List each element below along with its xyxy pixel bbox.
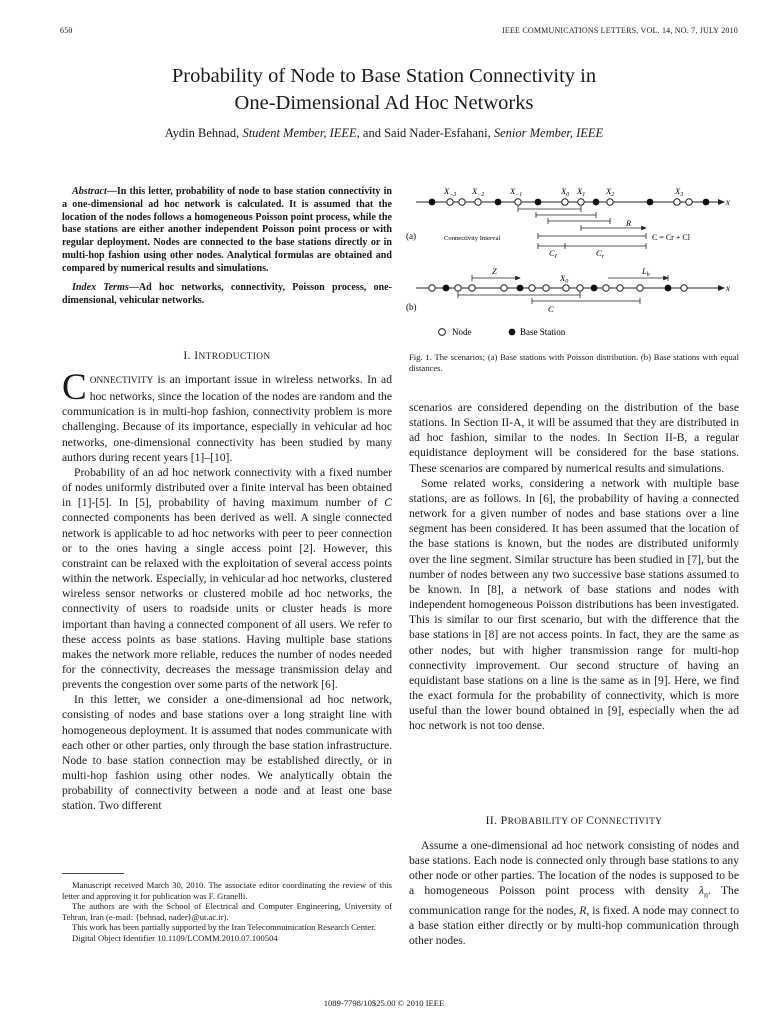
- section-1-rest: NTRODUCTION: [198, 352, 271, 362]
- legend-base-station-label: Base Station: [520, 327, 566, 337]
- s2-text-c: , is fixed. A node may connect to a base station either directly or by multi-hop communication through other nodes.: [409, 903, 739, 948]
- intro-p2b: connected components has been derived as well. A single connected network is applicable to ad hoc networks with peer to peer connection or to the ones having a single access point [2]. However, this constraint can be relaxed with the exploitation of several access points within the network. Especially, in vehicular ad hoc networks, clustered wireless sensor networks or clustered mobile ad hoc networks, the connectivity of users to roadside units or cluster heads is more important than having a connected component of all users. We refer to these access points as base stations. Having multiple base stations makes the network more reliable, reduces the number of nodes needed for the connectivity, decreases the message transmission delay and prevents the congestion over some parts of the network [6].: [62, 511, 392, 692]
- journal-header: IEEE COMMUNICATIONS LETTERS, VOL. 14, NO. 7, JULY 2010: [502, 26, 738, 35]
- right-paragraph-1: scenarios are considered depending on the distribution of the base stations. In Section II-A, it will be assumed that they are distributed in ad hoc fashion, similar to the nodes. In Section II-B, a regular equidistance deployment will be considered for the base stations. These scenarios are compared by numerical results and simulations.: [409, 401, 739, 475]
- figure-label-b: (b): [406, 302, 417, 312]
- figure-caption: Fig. 1. The scenarios; (a) Base stations with Poisson distribution. (b) Base stations with equal distances.: [409, 352, 739, 373]
- figure-1-diagram: [406, 184, 746, 344]
- section-2-rest-1: ROBABILITY OF: [507, 817, 587, 827]
- label-Z: Z: [492, 266, 497, 276]
- intro-paragraph-1: [62, 367, 392, 465]
- author-1-role: Student Member, IEEE,: [242, 126, 360, 140]
- s2-lambda-sub: n: [704, 890, 709, 900]
- abstract: [62, 186, 392, 275]
- label-x-3: $X_{-3}$: [444, 186, 457, 198]
- introduction-body: [62, 367, 392, 814]
- index-terms: [62, 282, 392, 308]
- label-x3: $X_3$: [675, 186, 684, 198]
- footnotes: [62, 880, 392, 944]
- abstract-text: —In this letter, probability of node to base station connectivity in a one-dimensional ad hoc network is calculated. It is assumed that the location of the nodes follows a homogeneous Poisson point process, while the base stations are either another independent Poisson point process or with regular deployment. Nodes are connected to the base stations directly or in multi-hop fashion using other nodes. Analytical formulas are obtained and compared by numerical results and simulations.: [62, 186, 392, 274]
- legend-base-station-icon: [509, 329, 516, 336]
- intro-paragraph-3: In this letter, we consider a one-dimensional ad hoc network, consisting of nodes and base stations over a long straight line with homogeneous deployment. It is assumed that nodes communicate with each other or other parties, only through the base station infrastructure. Node to base station connection may be established directly, or in multi-hop fashion using other nodes. We analytically obtain the probability of connectivity between a node and at least one base station. Two different: [62, 693, 392, 813]
- intro-var-c: C: [384, 496, 392, 510]
- author-line: [0, 126, 768, 141]
- label-x0: $X_0$: [561, 186, 570, 198]
- x-axis-label-b: x: [726, 283, 730, 293]
- figure-label-a: (a): [406, 231, 416, 241]
- paper-title: [0, 63, 768, 117]
- footnote-doi: Digital Object Identifier 10.1109/LCOMM.2010.07.100504: [72, 932, 278, 943]
- x-axis-label-a: x: [726, 197, 730, 207]
- author-2: Said Nader-Esfahani,: [384, 126, 491, 140]
- copyright-line: 1089-7798/10$25.00 © 2010 IEEE: [323, 998, 445, 1008]
- section-2-cap-p: P: [500, 814, 508, 827]
- s2-text-a: Assume a one-dimensional ad hoc network consisting of nodes and base stations. Each node is connected only through base stations to any other node or other parties. The location of the nodes is supposed to be a homogeneous Poisson point process with density: [409, 839, 739, 898]
- footnote-affiliation: The authors are with the School of Electrical and Computer Engineering, University of Tehran, Iran (e-mail: {behnad, nader}@ut.ac.ir).: [62, 901, 392, 922]
- label-L-b: $L_b$: [642, 266, 650, 278]
- equation-c: C = Cr + Cl: [652, 233, 690, 242]
- label-C-b: C: [548, 304, 554, 314]
- label-x-2: $X_{-2}$: [472, 186, 485, 198]
- section-1-heading: [62, 349, 392, 362]
- abstract-label: Abstract: [72, 186, 107, 197]
- intro-caps: ONNECTIVITY: [89, 376, 154, 386]
- s2-var-r: R: [579, 903, 587, 917]
- index-terms-label: Index Terms: [72, 282, 129, 294]
- index-terms-text: —Ad hoc networks, connectivity, Poisson process, one-dimensional, vehicular networks.: [62, 282, 392, 306]
- intro-paragraph-2: [62, 465, 392, 692]
- section-2-body: [409, 838, 739, 948]
- intro-p1-text: is an important issue in wireless networks. In ad hoc networks, since the location of the nodes are random and the communication is in multi-hop fashion, connectivity problem is more challenging. Because of its importance, especially in vehicular ad hoc networks, one-dimensional connectivity has been studied by many authors during recent years [1]–[10].: [62, 373, 392, 464]
- label-x1: $X_1$: [577, 186, 586, 198]
- label-x-1: $X_{-1}$: [510, 186, 523, 198]
- footnote-manuscript: Manuscript received March 30, 2010. The associate editor coordinating the review of this letter and approving it for publication was F. Granelli.: [62, 880, 392, 901]
- author-1: Aydin Behnad,: [164, 126, 240, 140]
- author-and: and: [362, 126, 381, 140]
- drop-cap: C: [62, 367, 87, 408]
- section-2-heading: [409, 814, 739, 827]
- section-2-rest-2: ONNECTIVITY: [594, 817, 663, 827]
- label-R: R: [626, 218, 632, 228]
- label-x2: $X_2$: [606, 186, 615, 198]
- section-1-cap: I: [194, 349, 199, 362]
- label-c-r: $C_r$: [596, 248, 605, 260]
- abstract-block: [62, 186, 392, 315]
- section-2-numeral: II.: [485, 814, 501, 827]
- section-2-paragraph-1: [409, 838, 739, 948]
- footnote-rule: [62, 873, 124, 874]
- s2-lambda: λ: [699, 884, 705, 898]
- title-line-2: One-Dimensional Ad Hoc Networks: [234, 92, 534, 114]
- footnote-support: This work has been partially supported by the Iran Telecommunication Research Center.: [72, 922, 376, 933]
- page-number: 650: [60, 26, 73, 35]
- section-1-numeral: I.: [183, 349, 195, 362]
- legend-node-label: Node: [452, 327, 472, 337]
- intro-p2a: Probability of an ad hoc network connectivity with a fixed number of nodes uniformly distributed over a finite interval has been obtained in [1]-[5]. In [5], probability of having maximum number of: [62, 465, 392, 510]
- label-c-l: $C_\ell$: [549, 248, 558, 260]
- s2-text-b: . The communication range for the nodes,: [409, 884, 739, 917]
- right-paragraph-2: Some related works, considering a network with multiple base stations, are as follows. In [6], the probability of having a connected network for a given number of nodes and base stations over a line segment has been considered. It has been assumed that the location of the base stations is known, but the nodes are distributed uniformly over the line segment. Similar structure has been studied in [7], but the number of nodes between any two successive base stations assumed to be known. In [8], a network of base stations and nodes with independent homogeneous Poisson distributions has been investigated. This is similar to our first scenario, but with the difference that the base stations in [8] are not access points. In fact, they are the same as other nodes, but with higher transmission range for multi-hop connectivity improvement. Our second structure of having an equidistant base stations on a line is the same as in [9]. Here, we find the exact formula for the probability of connectivity, which is more useful than the lower bound obtained in [9], especially when the ad hoc network is not too dense.: [409, 476, 739, 733]
- author-2-role: Senior Member, IEEE: [493, 126, 604, 140]
- right-column-body: [409, 400, 739, 733]
- title-line-1: Probability of Node to Base Station Connectivity in: [171, 65, 597, 87]
- figure-1: [406, 184, 746, 344]
- connectivity-interval-label: Connectivity Interval: [444, 235, 501, 242]
- section-2-cap-c: C: [586, 814, 595, 827]
- legend-node-icon: [439, 329, 446, 336]
- label-x0-b: $X_0$: [560, 273, 569, 285]
